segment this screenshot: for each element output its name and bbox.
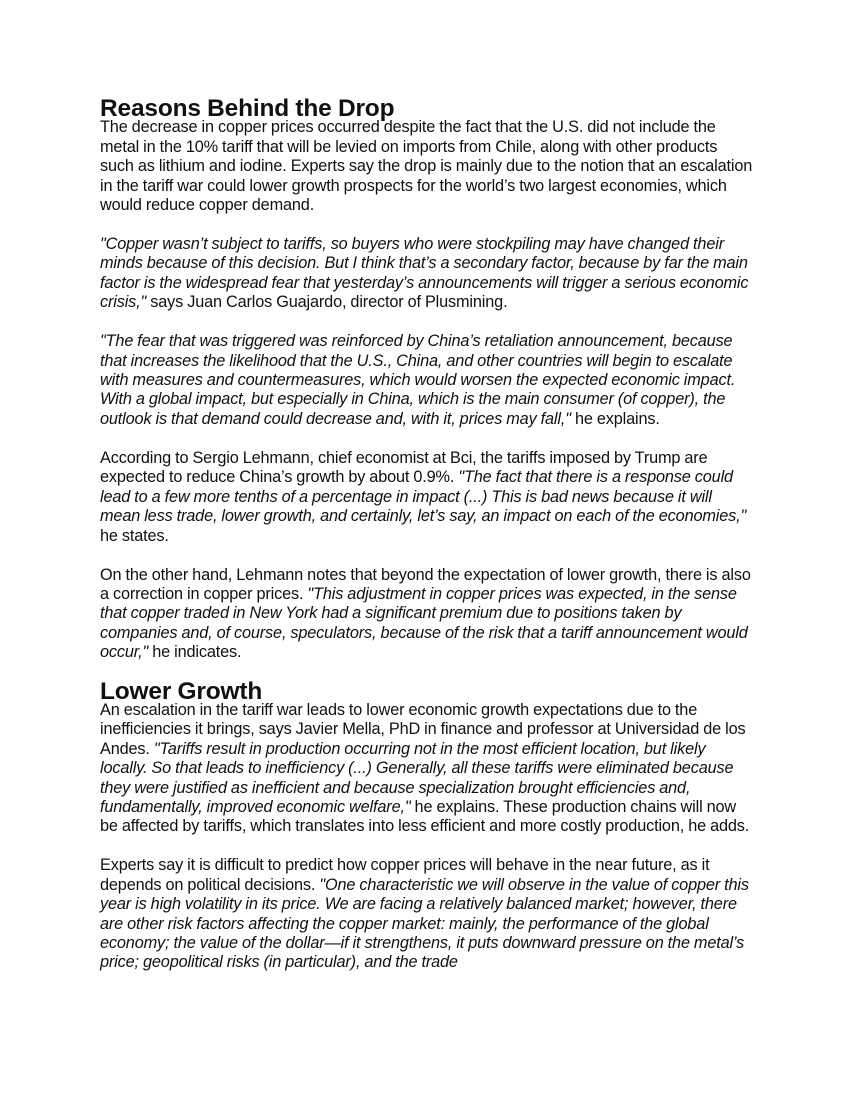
quote-text: "One characteristic we will observe in the value of copper this year is high volatility in its price. We are facing a relatively balanced market; however, there are other risk factors affecting the copper market: mainly, the performance of the global economy; the value of the dollar—if it strengthens, it puts downward pressure on the metal’s price; geopolitical risks (in particular), and the trade [100, 875, 749, 972]
quote-text: "The fact that there is a response could lead to a few more tenths of a percentage in impact (...) This is bad news because it will mean less trade, lower growth, and certainly, let’s say, an impact on each of the economies," [100, 468, 747, 526]
paragraph [100, 566, 755, 663]
text-run: Experts say it is difficult to predict how copper prices will behave in the near future, as it depends on political decisions. [100, 856, 710, 894]
attribution-text: he indicates. [148, 643, 242, 662]
quote-text: "Tariffs result in production occurring not in the most efficient location, but likely locally. So that leads to inefficiency (...) Generally, all these tariffs were eliminated because they were justified as inefficient and because specialization brought efficiencies and, fundamentally, improved economic welfare," [100, 739, 734, 816]
text-run: he explains. These production chains will now be affected by tariffs, which translates into less efficient and more costly production, he adds. [100, 797, 750, 836]
paragraph [100, 118, 755, 215]
quote-text: "The fear that was triggered was reinforced by China’s retaliation announcement, because that increases the likelihood that the U.S., China, and other countries will begin to escalate with measures and countermeasures, which would worsen the expected economic impact. With a global impact, but especially in China, which is the main consumer (of copper), the outlook is that demand could decrease and, with it, prices may fall," [100, 332, 736, 428]
attribution-text: he explains. [570, 409, 660, 428]
text-run: According to Sergio Lehmann, chief economist at Bci, the tariffs imposed by Trump are expected to reduce China’s growth by about 0.9%. [100, 448, 708, 487]
section-heading: Lower Growth [100, 677, 263, 705]
text-run: An escalation in the tariff war leads to lower economic growth expectations due to the inefficiencies it brings, says Javier Mella, PhD in finance and professor at Universidad de los Andes. [100, 700, 746, 758]
paragraph-quote [100, 235, 755, 313]
attribution-text: he states. [100, 526, 169, 545]
section-heading: Reasons Behind the Drop [100, 95, 395, 122]
attribution-text: says Juan Carlos Guajardo, director of Plusmining. [146, 293, 508, 312]
paragraph [100, 449, 755, 546]
text-run: The decrease in copper prices occurred despite the fact that the U.S. did not include the metal in the 10% tariff that will be levied on imports from Chile, along with other products such as lithium and iodine. Experts say the drop is mainly due to the notion that an escalation in the tariff war could lower growth prospects for the world’s two largest economies, which would reduce copper demand. [100, 118, 753, 215]
document-page [100, 95, 755, 992]
text-run: On the other hand, Lehmann notes that beyond the expectation of lower growth, there is also a correction in copper prices. [100, 565, 751, 603]
quote-text: "This adjustment in copper prices was expected, in the sense that copper traded in New York had a significant premium due to positions taken by companies and, of course, speculators, because of the risk that a tariff announcement would occur," [100, 584, 748, 662]
quote-text: "Copper wasn’t subject to tariffs, so buyers who were stockpiling may have changed their minds because of this decision. But I think that’s a secondary factor, because by far the main factor is the widespread fear that yesterday’s announcements will trigger a serious economic crisis," [100, 235, 749, 312]
paragraph [100, 856, 755, 972]
paragraph-quote [100, 332, 755, 429]
paragraph [100, 701, 755, 837]
